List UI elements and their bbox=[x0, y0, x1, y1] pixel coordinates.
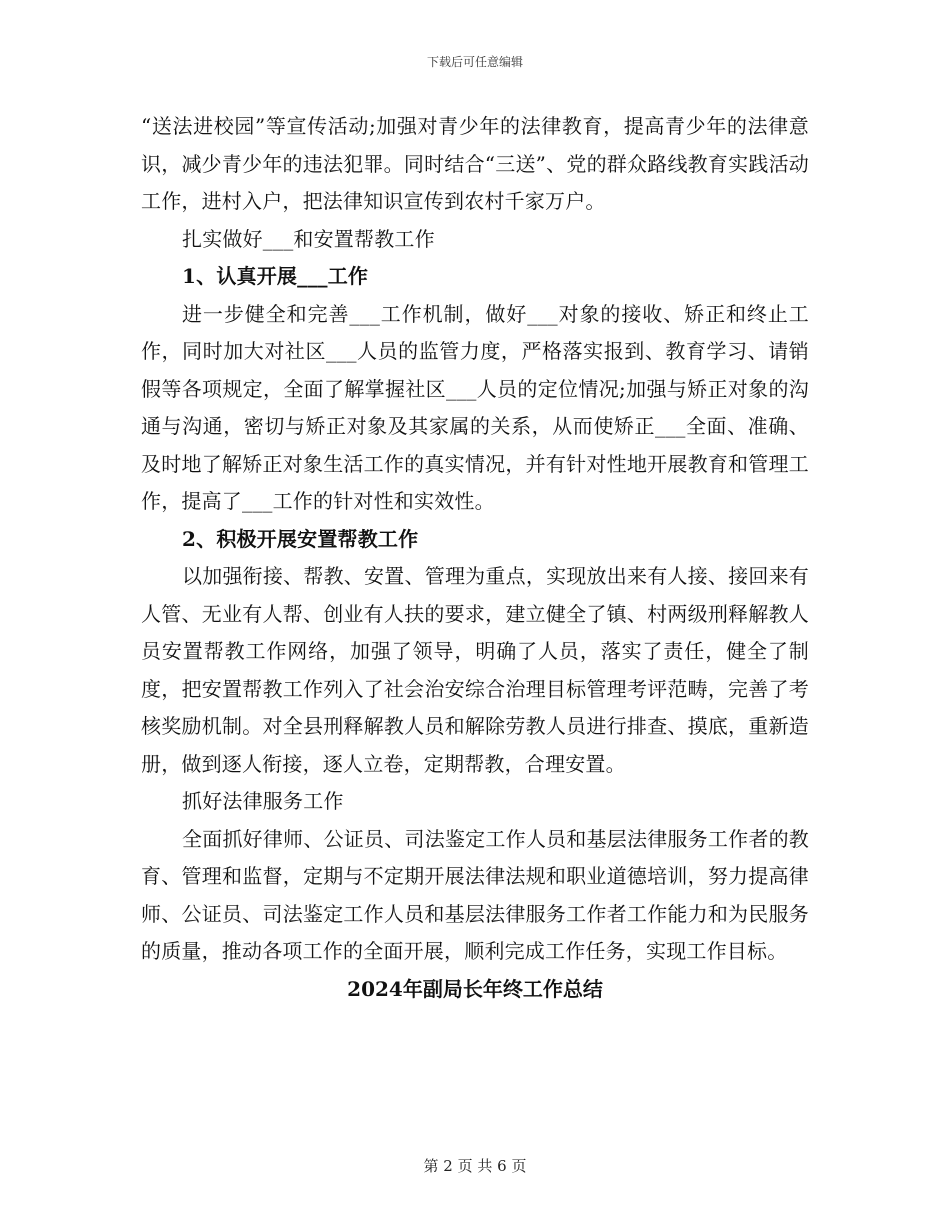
page-number: 第 2 页 共 6 页 bbox=[423, 1157, 527, 1175]
paragraph-correction-work: 进一步健全和完善___工作机制，做好___对象的接收、矫正和终止工作，同时加大对社区___人员的监管力度，严格落实报到、教育学习、请销假等各项规定，全面了解掌握社区___人员的定位情况;加强与矫正对象的沟通与沟通，密切与矫正对象及其家属的关系，从而使矫正___全面、准确、及时地了解矫正对象生活工作的真实情况，并有针对性地开展教育和管理工作，提高了___工作的针对性和实效性。 bbox=[141, 301, 809, 513]
page-header: 下载后可任意编辑 bbox=[426, 55, 523, 69]
heading-correction-work: 1、认真开展___工作 bbox=[182, 264, 369, 288]
heading-resettlement-work: 2、积极开展安置帮教工作 bbox=[182, 526, 419, 551]
paragraph-resettlement-work: 以加强衔接、帮教、安置、管理为重点，实现放出来有人接、接回来有人管、无业有人帮、创业有人扶的要求，建立健全了镇、村两级刑释解教人员安置帮教工作网络，加强了领导，明确了人员，落实了责任，健全了制度，把安置帮教工作列入了社会治安综合治理目标管理考评范畴，完善了考核奖励机制。对全县刑释解教人员和解除劳教人员进行排查、摸底，重新造册，做到逐人衔接，逐人立卷，定期帮教，合理安置。 bbox=[141, 564, 809, 776]
section-intro-correction: 扎实做好___和安置帮教工作 bbox=[182, 226, 435, 251]
document-title: 2024年副局长年终工作总结 bbox=[347, 976, 603, 1001]
section-legal-services: 抓好法律服务工作 bbox=[182, 789, 344, 813]
document-body bbox=[141, 108, 809, 1008]
paragraph-legal-services: 全面抓好律师、公证员、司法鉴定工作人员和基层法律服务工作者的教育、管理和监督，定期与不定期开展法律法规和职业道德培训，努力提高律师、公证员、司法鉴定工作人员和基层法律服务工作者工作能力和为民服务的质量，推动各项工作的全面开展，顺利完成工作任务，实现工作目标。 bbox=[141, 826, 809, 963]
paragraph-legal-publicity: “送法进校园”等宣传活动;加强对青少年的法律教育，提高青少年的法律意识，减少青少年的违法犯罪。同时结合“三送”、党的群众路线教育实践活动工作，进村入户，把法律知识宣传到农村千家万户。 bbox=[141, 114, 809, 213]
